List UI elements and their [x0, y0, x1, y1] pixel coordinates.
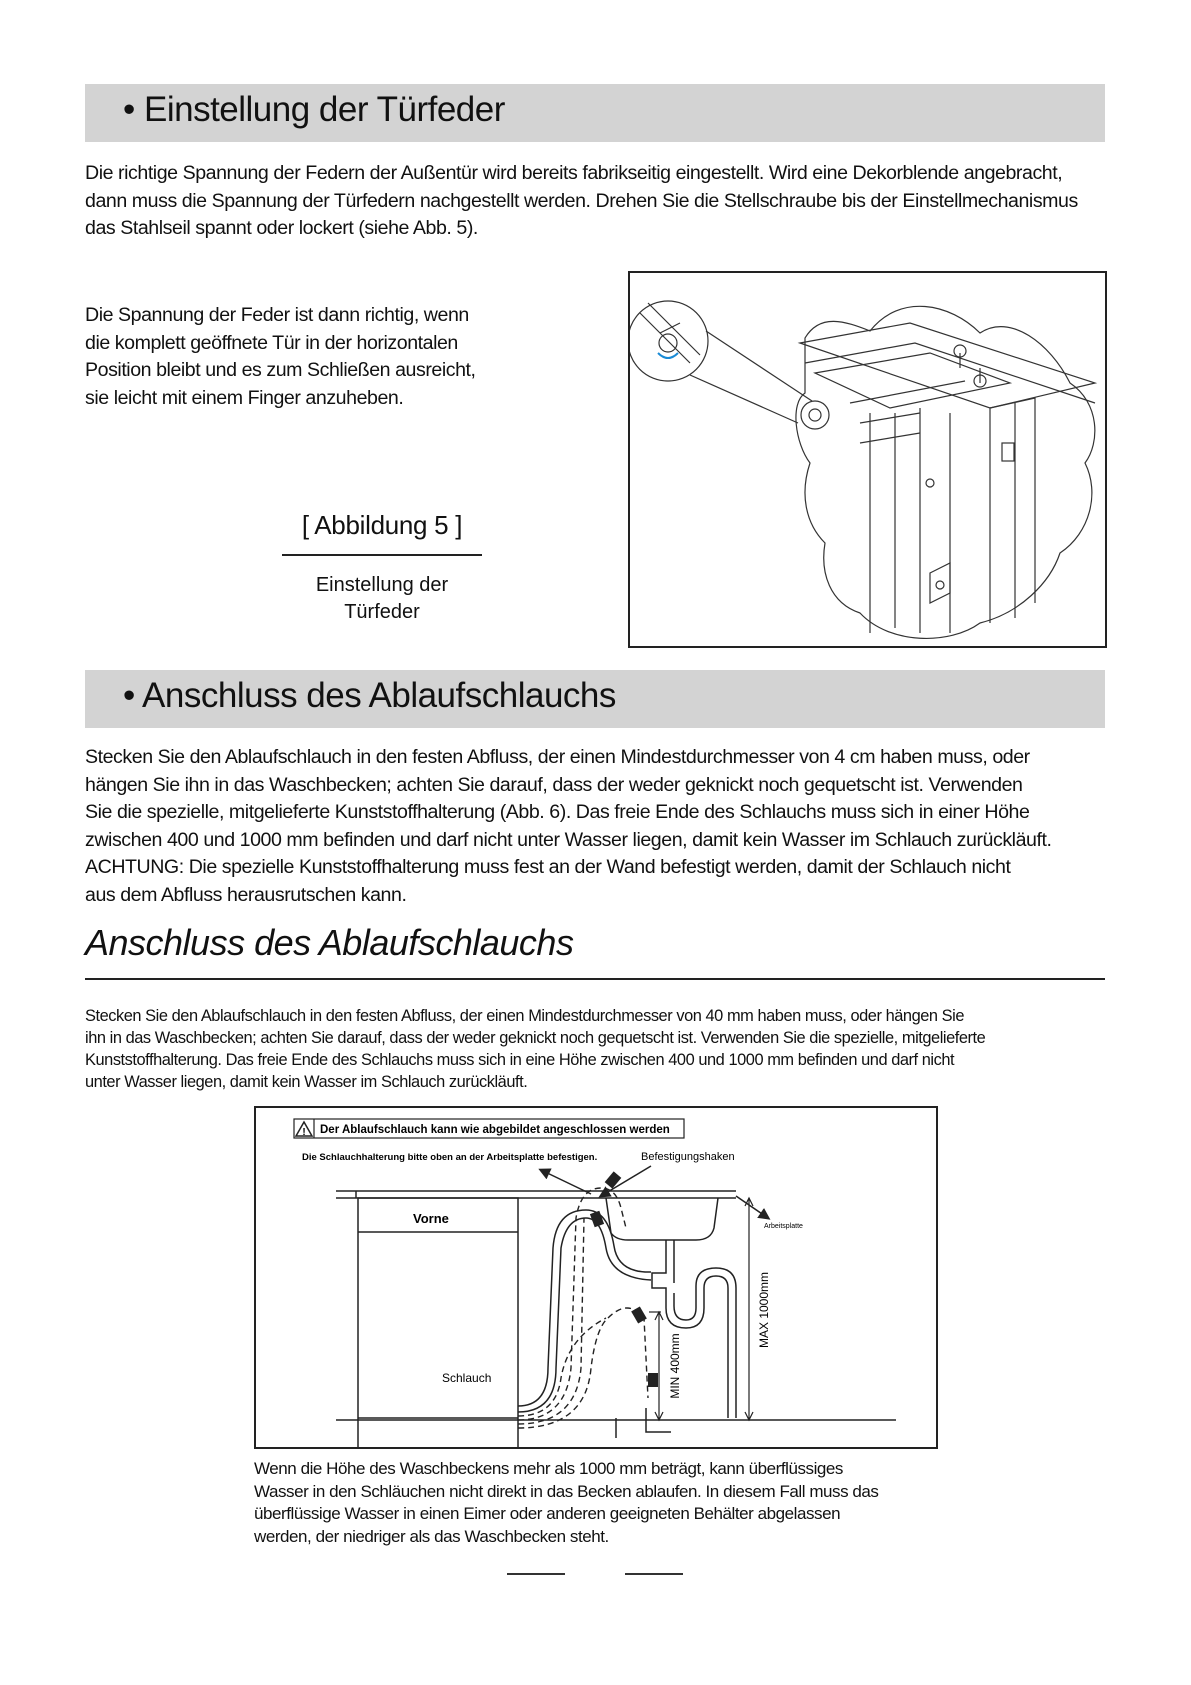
section-header-tuerfeder [85, 84, 1105, 142]
drain-hose-paragraph: Stecken Sie den Ablaufschlauch in den festen Abfluss, der einen Mindestdurchmesser von 4 cm haben muss, oder hängen Sie ihn in das Waschbecken; achten Sie darauf, dass der weder geknickt noch gequetscht ist. Verwenden Sie die spezielle, mitgelieferte Kunststoffhalterung (Abb. 6). Das freie Ende des Schlauchs muss sich in einer Höhe zwischen 400 und 1000 mm befinden und darf nicht unter Wasser liegen, damit kein Wasser im Schlauch zurückläuft. ACHTUNG: Die spezielle Kunststoffhalterung muss fest an der Wand befestigt werden, damit der Schlauch nicht aus dem Abfluss herausrutschen kann. [85, 746, 1052, 906]
section-title: • Anschluss des Ablaufschlauchs [123, 676, 616, 715]
intro-paragraph: Die richtige Spannung der Federn der Außentür wird bereits fabrikseitig eingestellt. Wird eine Dekorblende angebracht, dann muss die Spannung der Türfedern nachgestellt werden. Drehen Sie die Stellschraube bis der Einstellmechanismus das Stahlseil spannt oder lockert (siehe Abb. 5). [85, 162, 1078, 239]
spring-tension-paragraph: Die Spannung der Feder ist dann richtig, wenn die komplett geöffnete Tür in der horizontalen Position bleibt und es zum Schließen ausreicht, sie leicht mit einem Finger anzuheben. [85, 304, 476, 409]
section-header-ablaufschlauch [85, 670, 1105, 728]
max-height-label: MAX 1000mm [757, 1271, 771, 1349]
section-title: • Einstellung der Türfeder [123, 90, 505, 129]
heading-divider [85, 978, 1105, 980]
min-height-label: MIN 400mm [668, 1333, 682, 1399]
sink-height-note: Wenn die Höhe des Waschbeckens mehr als 1000 mm beträgt, kann überflüssiges Wasser in den Schläuchen nicht direkt in das Becken ablaufen. In diesem Fall muss das überflüssige Wasser in einen Eimer oder anderen geeigneten Behälter abgelassen werden, der niedriger als das Waschbecken steht. [254, 1459, 879, 1546]
footer-rule-left [507, 1573, 565, 1575]
figure-drain-hose-diagram [254, 1106, 938, 1449]
footer-rule-right [625, 1573, 683, 1575]
italic-section-heading: Anschluss des Ablaufschlauchs [85, 922, 574, 963]
front-label: Vorne [413, 1211, 449, 1226]
door-spring-illustration [630, 273, 1105, 646]
figure-5-door-spring [628, 271, 1107, 648]
svg-text:!: ! [302, 1127, 306, 1138]
caption-divider [282, 554, 482, 556]
warning-text: Der Ablaufschlauch kann wie abgebildet angeschlossen werden [320, 1124, 670, 1136]
drain-hose-instructions: Stecken Sie den Ablaufschlauch in den festen Abfluss, der einen Mindestdurchmesser von 40 mm haben muss, oder hängen Sie ihn in das Waschbecken; achten Sie darauf, dass der weder geknickt noch gequetscht ist. Verwenden Sie die spezielle, mitgelieferte Kunststoffhalterung. Das freie Ende des Schlauchs muss sich in eine Höhe zwischen 400 und 1000 mm befinden und darf nicht unter Wasser liegen, damit kein Wasser im Schlauch zurückläuft. [85, 1007, 986, 1091]
figure-5-caption: [ Abbildung 5 ] [301, 510, 463, 540]
drain-hose-illustration [256, 1108, 936, 1447]
hook-label: Befestigungshaken [641, 1151, 735, 1163]
hose-label: Schlauch [442, 1371, 492, 1385]
holder-note: Die Schlauchhalterung bitte oben an der Arbeitsplatte befestigen. [302, 1152, 598, 1163]
countertop-label: Arbeitsplatte [764, 1223, 803, 1230]
figure-5-subcaption: Einstellung der Türfeder [315, 574, 449, 623]
